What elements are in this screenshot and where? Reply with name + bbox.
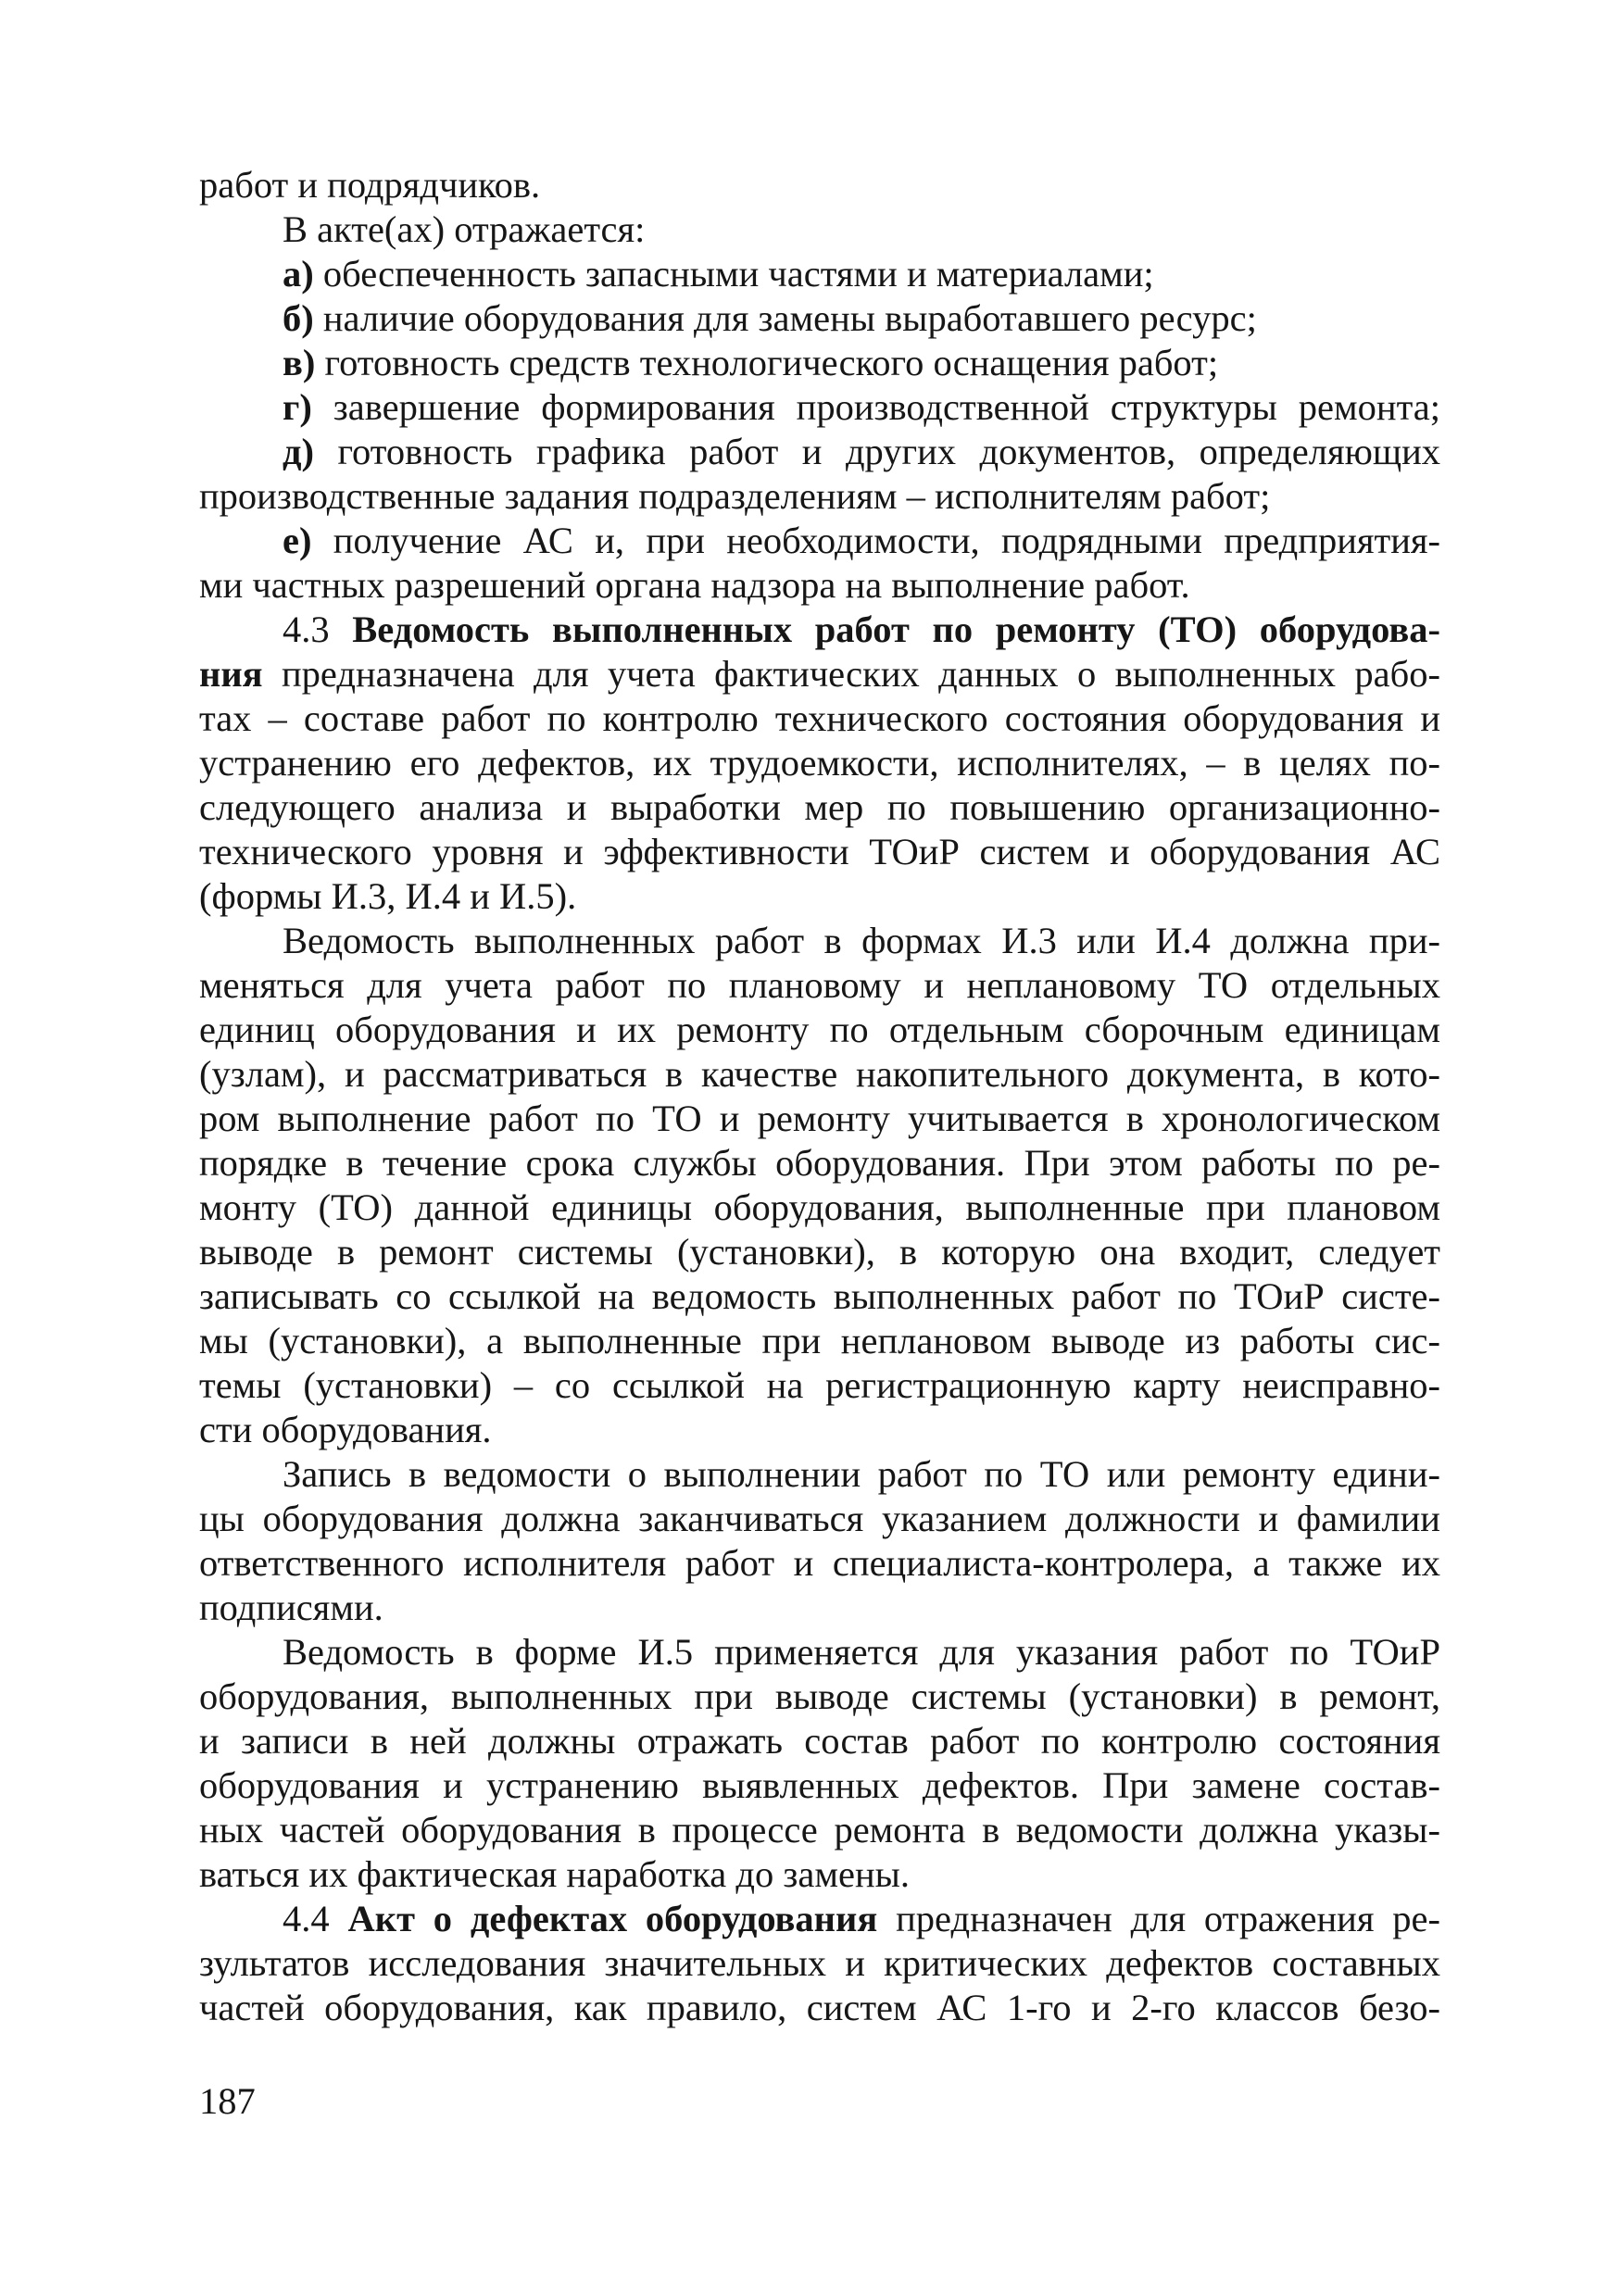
- body-text: [199, 163, 1440, 2030]
- text-line: [199, 385, 1440, 430]
- bold-text: Ведомость выполненных работ по ремонту (ТО) оборудова-: [352, 609, 1440, 650]
- text-line: следующего анализа и выработки мер по повышению организационно-: [199, 786, 1440, 828]
- text-run: 4.4: [283, 1898, 348, 1939]
- text-run: предназначена для учета фактических данных о выполненных рабо-: [262, 653, 1440, 695]
- text-line: Ведомость в форме И.5 применяется для указания работ по ТОиР: [283, 1631, 1440, 1673]
- text-line: ных частей оборудования в процессе ремонта в ведомости должна указы-: [199, 1809, 1440, 1851]
- text-line: Запись в ведомости о выполнении работ по ТО или ремонту едини-: [283, 1453, 1440, 1495]
- text-run: наличие оборудования для замены выработавшего ресурс;: [313, 297, 1257, 339]
- text-run: получение АС и, при необходимости, подрядными предприятия-: [311, 520, 1440, 561]
- text-run: готовность графика работ и других документов, определяющих: [313, 431, 1440, 472]
- text-line: устранению его дефектов, их трудоемкости, исполнителях, – в целях по-: [199, 742, 1440, 784]
- text-line: [199, 296, 1440, 341]
- text-run: готовность средств технологического оснащения работ;: [315, 342, 1219, 383]
- text-line: выводе в ремонт системы (установки), в которую она входит, следует: [199, 1231, 1440, 1273]
- text-line: ваться их фактическая наработка до замены.: [199, 1853, 910, 1895]
- text-line: [199, 341, 1440, 385]
- text-line: [199, 1897, 1440, 1941]
- text-line: частей оборудования, как правило, систем АС 1-го и 2-го классов безо-: [199, 1987, 1440, 2028]
- text-line: [199, 430, 1440, 474]
- bold-text: г): [283, 386, 312, 428]
- text-line: записывать со ссылкой на ведомость выполненных работ по ТОиР систе-: [199, 1275, 1440, 1317]
- text-line: (узлам), и рассматриваться в качестве накопительного документа, в кото-: [199, 1053, 1440, 1095]
- bold-text: е): [283, 520, 312, 561]
- text-line: оборудования, выполненных при выводе системы (установки) в ремонт,: [199, 1675, 1440, 1717]
- text-line: работ и подрядчиков.: [199, 164, 541, 206]
- text-line: [199, 252, 1440, 296]
- text-line: зультатов исследования значительных и критических дефектов составных: [199, 1942, 1440, 1984]
- text-line: производственные задания подразделениям – исполнителям работ;: [199, 475, 1271, 517]
- text-line: подписями.: [199, 1587, 383, 1628]
- text-line: порядке в течение срока службы оборудования. При этом работы по ре-: [199, 1142, 1440, 1184]
- text-line: [199, 608, 1440, 652]
- page-number: 187: [199, 2080, 256, 2122]
- bold-text: б): [283, 297, 314, 339]
- text-line: темы (установки) – со ссылкой на регистрационную карту неисправно-: [199, 1364, 1440, 1406]
- text-line: мы (установки), а выполненные при неплановом выводе из работы сис-: [199, 1320, 1440, 1361]
- text-run: 4.3: [283, 609, 353, 650]
- text-line: ром выполнение работ по ТО и ремонту учитывается в хронологическом: [199, 1098, 1440, 1139]
- text-run: завершение формирования производственной структуры ремонта;: [311, 386, 1440, 428]
- text-run: предназначен для отражения ре-: [877, 1898, 1440, 1939]
- text-line: (формы И.3, И.4 и И.5).: [199, 875, 577, 917]
- text-line: меняться для учета работ по плановому и неплановому ТО отдельных: [199, 964, 1440, 1006]
- text-line: ответственного исполнителя работ и специалиста-контролера, а также их: [199, 1542, 1440, 1584]
- text-line: единиц оборудования и их ремонту по отдельным сборочным единицам: [199, 1009, 1440, 1050]
- text-line: цы оборудования должна заканчиваться указанием должности и фамилии: [199, 1498, 1440, 1539]
- text-line: В акте(ах) отражается:: [283, 208, 646, 250]
- text-line: оборудования и устранению выявленных дефектов. При замене состав-: [199, 1764, 1440, 1806]
- bold-text: в): [283, 342, 316, 383]
- text-line: [199, 652, 1440, 696]
- text-line: ми частных разрешений органа надзора на выполнение работ.: [199, 564, 1190, 606]
- text-line: технического уровня и эффективности ТОиР систем и оборудования АС: [199, 831, 1440, 872]
- text-line: тах – составе работ по контролю технического состояния оборудования и: [199, 697, 1440, 739]
- text-line: [199, 519, 1440, 563]
- bold-text: д): [283, 431, 314, 472]
- text-line: сти оборудования.: [199, 1409, 492, 1450]
- bold-text: ния: [199, 653, 263, 695]
- text-line: и записи в ней должны отражать состав работ по контролю состояния: [199, 1720, 1440, 1762]
- bold-text: а): [283, 253, 314, 295]
- text-line: Ведомость выполненных работ в формах И.3 или И.4 должна при-: [283, 920, 1440, 961]
- bold-text: Акт о дефектах оборудования: [347, 1898, 878, 1939]
- text-line: монту (ТО) данной единицы оборудования, выполненные при плановом: [199, 1186, 1440, 1228]
- text-run: обеспеченность запасными частями и материалами;: [313, 253, 1154, 295]
